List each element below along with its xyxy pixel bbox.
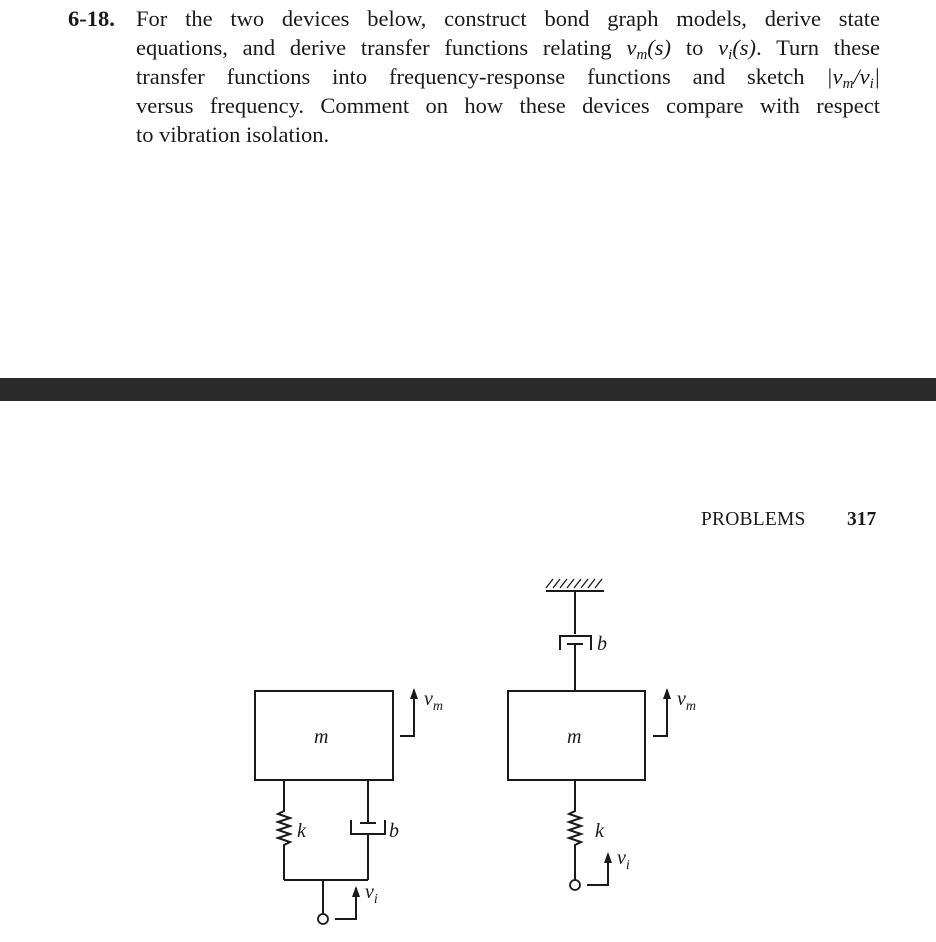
right-mass-label: m [567,726,582,748]
problem-line-2: equations, and derive transfer functions relating $v_m(s)$ to $v_i(s)$. Turn these [136,35,881,63]
problem-line-5: to vibration isolation. [136,122,330,147]
left-input-node [318,914,328,924]
right-spring-label: k [595,820,604,842]
page-number: 317 [847,509,877,530]
left-spring-label: k [297,820,306,842]
right-spring [569,780,581,880]
right-output-velocity-label: $v_m$ [677,688,697,714]
left-spring [278,780,290,880]
problem-line-1: For the two devices below, construct bond graph models, derive state [136,6,880,31]
right-output-velocity-arrow [653,688,671,736]
left-damper-label: b [389,820,399,842]
right-ground [546,579,604,591]
left-input-velocity-label: $v_i$ [365,881,378,907]
right-damper-label: b [597,633,607,655]
left-output-velocity-arrow [400,688,418,736]
running-head-title: PROBLEMS [701,509,806,530]
right-input-node [570,880,580,890]
problem-number: 6-18. [68,6,115,31]
right-input-velocity-label: $v_i$ [617,847,630,873]
right-device [508,579,696,890]
left-mass-label: m [314,726,329,748]
left-output-velocity-label: $v_m$ [424,688,444,714]
right-input-velocity-arrow [587,852,612,885]
problem-line-3: transfer functions into frequency-response functions and sketch $|v_m/v_i|$ [136,64,881,92]
problem-line-4: versus frequency. Comment on how these devices compare with respect [136,93,880,118]
right-damper [560,591,591,691]
left-damper [351,780,385,880]
left-device [255,688,443,924]
left-input-velocity-arrow [335,886,360,919]
